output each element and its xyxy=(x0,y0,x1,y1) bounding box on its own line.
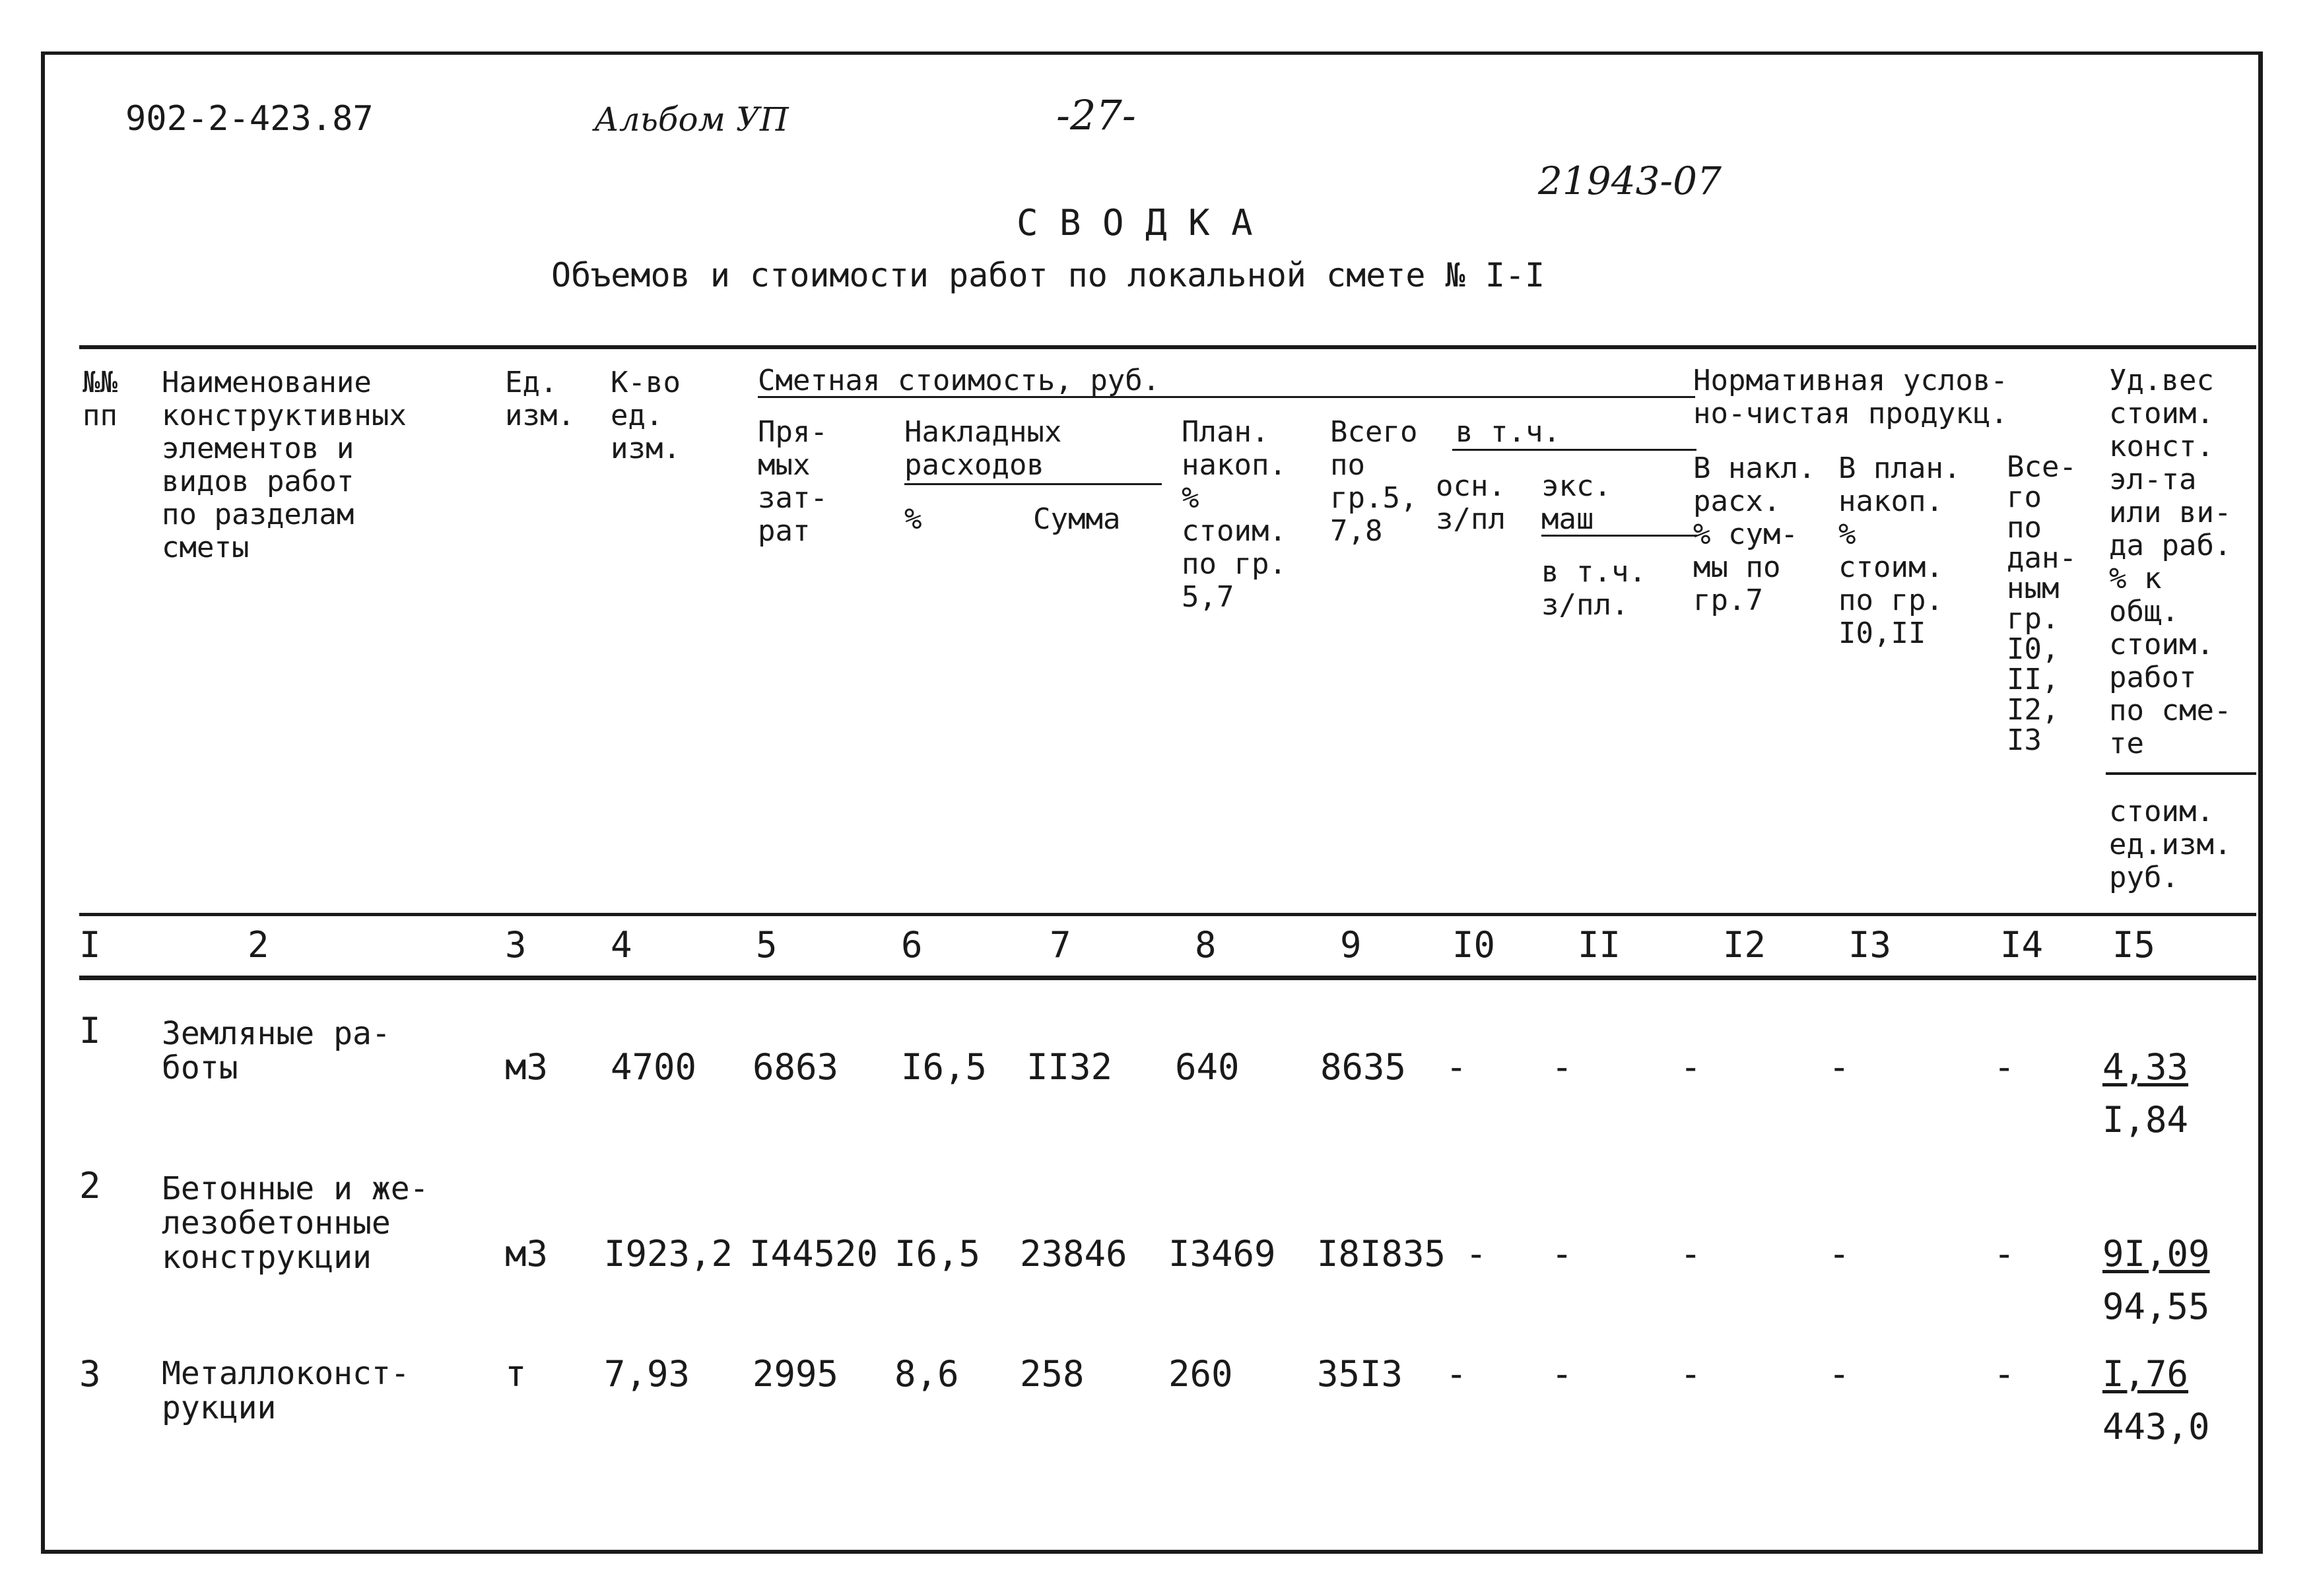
column-number: I xyxy=(79,924,101,966)
column-number: II xyxy=(1578,924,1621,966)
col-head-name: Наименование конструктивных элементов и видов работ по разделам сметы xyxy=(162,366,407,564)
row-c12: - xyxy=(1680,1046,1702,1088)
row-total: 35I3 xyxy=(1317,1353,1403,1395)
column-number: 2 xyxy=(248,924,269,966)
row-unit-cost: I,84 xyxy=(2102,1099,2189,1141)
col-head-norm-plan: В план. накоп. % стоим. по гр. I0,II xyxy=(1838,451,1961,650)
row-number: I xyxy=(79,1010,101,1051)
row-direct: I44520 xyxy=(749,1233,879,1275)
row-share-pct: I,76 xyxy=(2102,1353,2189,1395)
row-oh-sum: II32 xyxy=(1026,1046,1113,1088)
col-head-norm-oh: В накл. расх. % сум- мы по гр.7 xyxy=(1693,451,1816,617)
column-number: 3 xyxy=(505,924,527,966)
col-head-norm-total: Все- го по дан- ным гр. I0, II, I2, I3 xyxy=(2007,450,2077,757)
col-head-total: Всего по гр.5, 7,8 xyxy=(1330,415,1418,548)
row-share-pct: 4,33 xyxy=(2102,1046,2189,1088)
row-oh-pct: 8,6 xyxy=(894,1353,959,1395)
row-qty: 7,93 xyxy=(604,1353,690,1395)
column-number: 7 xyxy=(1050,924,1071,966)
incl-group-rule xyxy=(1452,449,1696,451)
col-head-direct: Пря- мых зат- рат xyxy=(758,415,828,548)
row-c13: - xyxy=(1829,1046,1850,1088)
overhead-group-rule xyxy=(904,483,1162,485)
row-plan: I3469 xyxy=(1168,1233,1276,1275)
row-c12: - xyxy=(1680,1353,1702,1395)
column-number: I3 xyxy=(1848,924,1892,966)
group-head-cost: Сметная стоимость, руб. xyxy=(758,364,1160,397)
group-head-norm: Нормативная услов- но-чистая продукц. xyxy=(1693,364,2008,430)
row-unit: м3 xyxy=(505,1046,549,1088)
row-unit-cost: 443,0 xyxy=(2102,1406,2210,1447)
col-head-oh-sum: Сумма xyxy=(1033,502,1121,536)
row-c14: - xyxy=(1994,1046,2015,1088)
row-name: Земляные ра- боты xyxy=(162,1015,391,1086)
col-head-machine-wage: в т.ч. з/пл. xyxy=(1541,555,1646,622)
row-qty: I923,2 xyxy=(604,1233,733,1275)
share-split-rule xyxy=(2106,772,2256,775)
col-head-share-pct: Уд.вес стоим. конст. эл-та или ви- да раб. % к общ. стоим. работ по сме- те xyxy=(2109,364,2232,760)
column-number: 8 xyxy=(1195,924,1217,966)
row-oh-pct: I6,5 xyxy=(894,1233,981,1275)
header-bottom-rule xyxy=(79,913,2256,916)
row-oh-pct: I6,5 xyxy=(901,1046,988,1088)
row-c14: - xyxy=(1994,1233,2015,1275)
column-number: 6 xyxy=(901,924,923,966)
row-name: Металлоконст- рукции xyxy=(162,1355,410,1426)
row-plan: 640 xyxy=(1175,1046,1240,1088)
column-number: I5 xyxy=(2112,924,2156,966)
page-number: -27- xyxy=(1056,91,1136,139)
row-c12: - xyxy=(1680,1233,1702,1275)
row-total: 8635 xyxy=(1320,1046,1407,1088)
column-number: 9 xyxy=(1340,924,1362,966)
column-numbers-rule xyxy=(79,976,2256,980)
column-number: I4 xyxy=(2000,924,2044,966)
row-share-pct: 9I,09 xyxy=(2102,1233,2210,1275)
row-direct: 2995 xyxy=(753,1353,839,1395)
col-head-unit: Ед. изм. xyxy=(505,366,575,432)
row-unit: т xyxy=(505,1353,527,1395)
table-top-rule xyxy=(79,345,2256,349)
row-direct: 6863 xyxy=(753,1046,839,1088)
row-oh-sum: 23846 xyxy=(1020,1233,1127,1275)
row-qty: 4700 xyxy=(611,1046,697,1088)
row-number: 3 xyxy=(79,1353,101,1395)
col-head-qty: К-во ед. изм. xyxy=(611,366,681,465)
row-c11: - xyxy=(1551,1046,1573,1088)
page-title: С В О Д К А xyxy=(1017,202,1253,244)
col-head-base-wage: осн. з/пл xyxy=(1436,469,1506,536)
row-unit-cost: 94,55 xyxy=(2102,1286,2210,1327)
row-plan: 260 xyxy=(1168,1353,1233,1395)
col-head-plan: План. накоп. % стоим. по гр. 5,7 xyxy=(1182,415,1287,614)
group-head-overhead: Накладных расходов xyxy=(904,415,1062,482)
col-head-unit-cost: стоим. ед.изм. руб. xyxy=(2109,795,2232,894)
row-unit: м3 xyxy=(505,1233,549,1275)
sheet-code: 21943-07 xyxy=(1538,158,1722,203)
page-subtitle: Объемов и стоимости работ по локальной смете № I-I xyxy=(551,256,1545,294)
doc-code: 902-2-423.87 xyxy=(125,99,374,139)
row-number: 2 xyxy=(79,1165,101,1207)
col-head-oh-pct: % xyxy=(904,502,922,536)
album-label: Альбом УП xyxy=(594,100,789,139)
row-oh-sum: 258 xyxy=(1020,1353,1085,1395)
row-c10: - xyxy=(1465,1233,1487,1275)
row-c10: - xyxy=(1446,1353,1467,1395)
row-total: I8I835 xyxy=(1317,1233,1446,1275)
column-number: 4 xyxy=(611,924,632,966)
row-name: Бетонные и же- лезобетонные конструкции xyxy=(162,1170,429,1276)
column-number: I0 xyxy=(1452,924,1496,966)
row-c10: - xyxy=(1446,1046,1467,1088)
row-c11: - xyxy=(1551,1353,1573,1395)
row-c13: - xyxy=(1829,1353,1850,1395)
row-c14: - xyxy=(1994,1353,2015,1395)
col-head-num: №№ пп xyxy=(83,366,117,432)
col-head-machine: экс. маш xyxy=(1541,469,1611,536)
row-c13: - xyxy=(1829,1233,1850,1275)
row-c11: - xyxy=(1551,1233,1573,1275)
column-number: 5 xyxy=(756,924,778,966)
column-number: I2 xyxy=(1723,924,1766,966)
group-head-incl: в т.ч. xyxy=(1456,415,1560,449)
